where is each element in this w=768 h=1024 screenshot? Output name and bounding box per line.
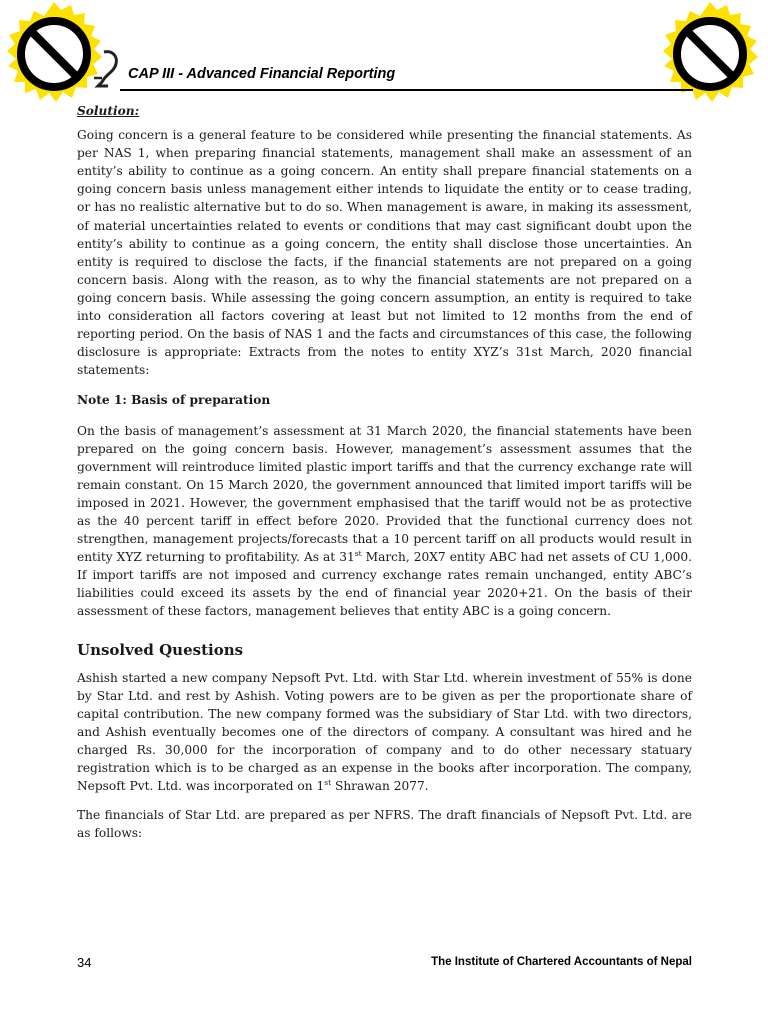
paragraph-basis-of-preparation	[77, 422, 692, 621]
paragraph-going-concern: Going concern is a general feature to be considered while presenting the financial statements. As per NAS 1, when preparing financial statements, management shall make an assessment of an entity’s ability to continue as a going concern. An entity shall prepare financial statements on a going concern basis unless management either intends to liquidate the entity or to cease trading, or has no realistic alternative but to do so. When management is aware, in making its assessment, of material uncertainties related to events or conditions that may cast significant doubt upon the entity’s ability to continue as a going concern, the entity shall disclose those uncertainties. An entity is required to disclose the facts, if the financial statements are not prepared on a going concern basis. Along with the reason, as to why the financial statements are not prepared on a going concern basis. While assessing the going concern assumption, an entity is required to take into consideration all factors covering at least but not limited to 12 months from the end of reporting period. On the basis of NAS 1 and the facts and circumstances of this case, the following disclosure is appropriate: Extracts from the notes to entity XYZ’s 31st March, 2020 financial statements:	[77, 128, 692, 378]
paragraph-financials: The financials of Star Ltd. are prepared as per NFRS. The draft financials of Nepsoft Pvt. Ltd. are as follows:	[77, 808, 692, 841]
page-number: 34	[77, 955, 92, 970]
page-header-title: CAP III - Advanced Financial Reporting	[128, 66, 396, 82]
icai-logo-icon	[78, 48, 122, 88]
paragraph-text: March, 20X7 entity ABC had net assets of CU 1,000. If import tariffs are not imposed and currency exchange rates remain unchanged, entity ABC’s liabilities could exceed its assets by the end of financial year 2020+21. On the basis of their assessment of these factors, management believes that entity ABC is a going concern.	[77, 550, 692, 619]
ordinal-suffix: st	[324, 778, 332, 788]
footer-organization: The Institute of Chartered Accountants of Nepal	[431, 956, 692, 968]
paragraph-question	[77, 669, 692, 796]
solution-label: Solution:	[77, 104, 140, 118]
section-heading-unsolved: Unsolved Questions	[77, 640, 244, 659]
note-heading: Note 1: Basis of preparation	[77, 393, 271, 408]
document-body	[77, 102, 692, 842]
prohibited-sign-icon	[656, 0, 764, 108]
paragraph-text: Ashish started a new company Nepsoft Pvt. Ltd. with Star Ltd. wherein investment of 55% is done by Star Ltd. and rest by Ashish. Voting powers are to be given as per the proportionate share of capital contribution. The new company formed was the subsidiary of Star Ltd. with two directors, and Ashish eventually becomes one of the directors of company. A consultant was hired and he charged Rs. 30,000 for the incorporation of company and to do other necessary statuary registration which is to be charged as an expense in the books after incorporation. The company, Nepsoft Pvt. Ltd. was incorporated on 1	[77, 670, 692, 794]
paragraph-text: On the basis of management’s assessment at 31 March 2020, the financial statements have been prepared on the going concern basis. However, management’s assessment assumes that the government will reintroduce limited plastic import tariffs and that the currency exchange rate will remain constant. On 15 March 2020, the government announced that limited import tariffs will be imposed in 2021. However, the government emphasised that the tariff would not be as protective as the 40 percent tariff in effect before 2020. Provided that the functional currency does not strengthen, management projects/forecasts that a 10 percent tariff on all products would result in entity XYZ returning to profitability. As at 31	[77, 423, 692, 565]
paragraph-text: Shrawan 2077.	[331, 779, 429, 794]
ordinal-suffix: st	[354, 549, 362, 559]
header-divider	[120, 89, 693, 91]
